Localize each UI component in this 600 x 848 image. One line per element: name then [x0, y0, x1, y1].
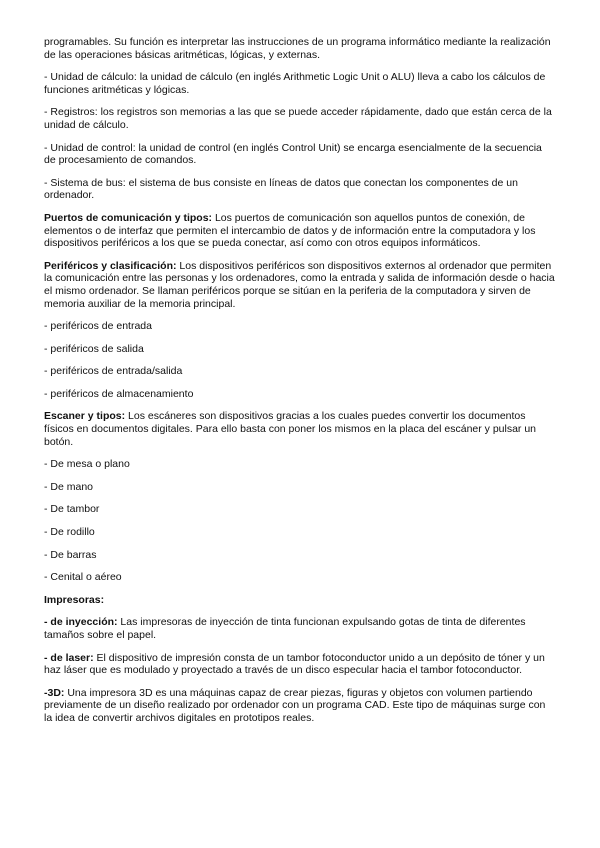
section-heading-printers [44, 594, 556, 607]
section-heading: Puertos de comunicación y tipos: [44, 211, 213, 224]
paragraph-registers [44, 106, 556, 131]
paragraph-text: Una impresora 3D es una máquinas capaz de crear piezas, figuras y objetos con volumen partiendo previamente de un diseño realizado por ordenador con un programa CAD. Este tipo de máquinas surge con la idea de convertir archivos digitales en prototipos reales. [44, 686, 546, 724]
paragraph-scanner [44, 410, 556, 448]
item-heading: -3D: [44, 686, 65, 699]
paragraph-processor-function [44, 36, 556, 61]
paragraph-peripherals [44, 260, 556, 310]
section-heading: Impresoras: [44, 593, 105, 606]
paragraph-bus-system [44, 177, 556, 202]
paragraph-text: - Sistema de bus: el sistema de bus consiste en líneas de datos que conectan los componentes de un ordenador. [44, 176, 518, 202]
item-heading: - de laser: [44, 651, 94, 664]
list-item-text: - De mano [44, 480, 94, 493]
list-item [44, 481, 556, 494]
list-item-text: - De tambor [44, 503, 100, 516]
paragraph-text: Los puertos de comunicación son aquellos puntos de conexión, de elementos o de interfaz que permiten el intercambio de datos y de información entre la computadora y los dispositivos periféricos a los que se pueda conectar, así como con otros equipos informáticos. [44, 211, 536, 250]
list-item-text: - De mesa o plano [44, 458, 130, 471]
paragraph-text: Los dispositivos periféricos son dispositivos externos al ordenador que permiten la comunicación entre las personas y los ordenadores, como la entrada y salida de información desde o hacia el mismo ordenador. Se llaman periféricos porque se sitúan en la periferia de la computadora y sirven de memoria auxiliar de la memoria principal. [44, 259, 555, 310]
list-item-text: - De barras [44, 548, 97, 561]
list-item [44, 365, 556, 378]
paragraph-text: - Unidad de cálculo: la unidad de cálculo (en inglés Arithmetic Logic Unit o ALU) lleva a cabo los cálculos de funciones aritméticas y lógicas. [44, 71, 546, 96]
list-item [44, 526, 556, 539]
list-item [44, 458, 556, 471]
list-item [44, 571, 556, 584]
paragraph-laser [44, 652, 556, 677]
list-item [44, 343, 556, 356]
list-item [44, 503, 556, 516]
list-item [44, 320, 556, 333]
list-item-text: - Cenital o aéreo [44, 571, 122, 584]
paragraph-3d [44, 687, 556, 725]
section-heading: Periféricos y clasificación: [44, 259, 177, 272]
paragraph-text: El dispositivo de impresión consta de un tambor fotoconductor unido a un depósito de tóner y un haz láser que es modulado y proyectado a través de un disco especular hacia el tambor fotoconductor. [44, 651, 545, 677]
list-item-text: - periféricos de entrada/salida [44, 365, 183, 378]
list-item-text: - periféricos de salida [44, 342, 144, 355]
list-item-text: - periféricos de entrada [44, 320, 152, 333]
list-item-text: - periféricos de almacenamiento [44, 387, 194, 400]
paragraph-text: Los escáneres son dispositivos gracias a los cuales puedes convertir los documentos físicos en documentos digitales. Para ello basta con poner los mismos en la placa del escáner y pulsar un botón. [44, 410, 537, 448]
list-item-text: - De rodillo [44, 526, 95, 539]
item-heading: - de inyección: [44, 616, 118, 629]
paragraph-control-unit [44, 142, 556, 167]
paragraph-inkjet [44, 616, 556, 641]
paragraph-alu [44, 71, 556, 96]
paragraph-ports [44, 212, 556, 250]
paragraph-text: programables. Su función es interpretar las instrucciones de un programa informático mediante la realización de las operaciones básicas aritméticas, lógicas, y externas. [44, 36, 551, 61]
paragraph-text: - Registros: los registros son memorias a las que se puede acceder rápidamente, dado que están cerca de la unidad de cálculo. [44, 106, 552, 131]
paragraph-text: Las impresoras de inyección de tinta funcionan expulsando gotas de tinta de diferentes tamaños sobre el papel. [44, 616, 526, 641]
section-heading: Escaner y tipos: [44, 410, 126, 423]
list-item [44, 549, 556, 562]
list-item [44, 388, 556, 401]
paragraph-text: - Unidad de control: la unidad de control (en inglés Control Unit) se encarga esencialmente de la secuencia de procesamiento de comandos. [44, 141, 542, 167]
